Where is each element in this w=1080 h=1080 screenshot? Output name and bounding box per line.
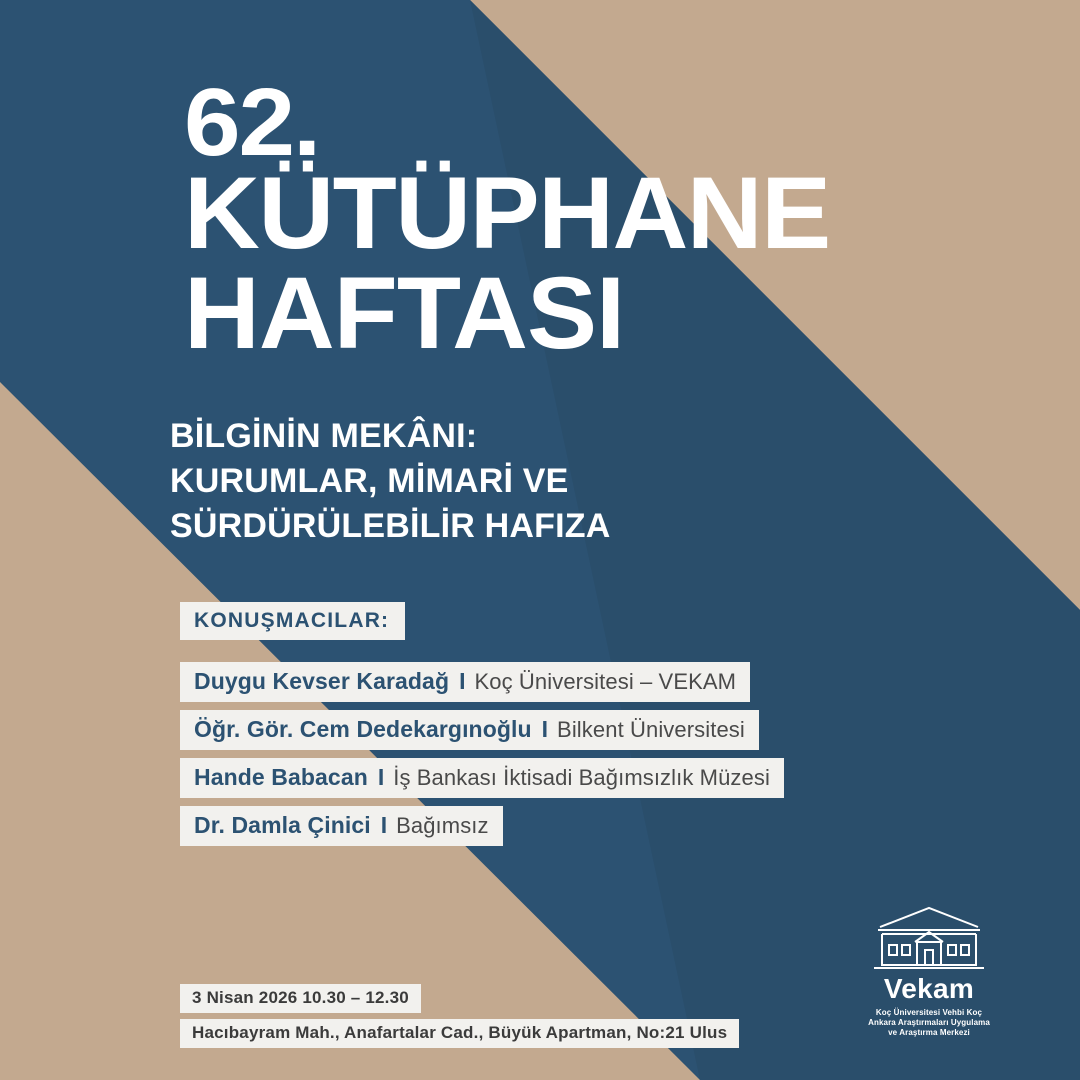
building-icon xyxy=(870,905,988,971)
speaker-separator: I xyxy=(459,668,466,694)
title-line-2: HAFTASI xyxy=(184,255,625,370)
subtitle-line-3: SÜRDÜRÜLEBİLİR HAFIZA xyxy=(170,506,611,545)
title-line-1: KÜTÜPHANE xyxy=(184,155,830,270)
speaker-affiliation: Bilkent Üniversitesi xyxy=(557,717,745,742)
speaker-name: Hande Babacan xyxy=(194,764,368,790)
speaker-separator: I xyxy=(541,716,549,742)
list-item xyxy=(180,806,503,846)
subtitle-line-1: BİLGİNİN MEKÂNI: xyxy=(170,417,478,455)
logo-subtitle-line-3: ve Araştırma Merkezi xyxy=(888,1028,970,1037)
speaker-name: Duygu Kevser Karadağ xyxy=(194,668,450,694)
logo-subtitle-line-1: Koç Üniversitesi Vehbi Koç xyxy=(875,1008,983,1017)
speaker-affiliation: Bağımsız xyxy=(396,813,489,838)
event-details xyxy=(180,984,739,1048)
speaker-affiliation: İş Bankası İktisadi Bağımsızlık Müzesi xyxy=(393,765,770,790)
speaker-separator: I xyxy=(377,764,385,790)
poster-subtitle xyxy=(170,414,611,549)
speaker-separator: I xyxy=(380,812,388,838)
speaker-affiliation: Koç Üniversitesi – VEKAM xyxy=(474,669,737,694)
poster-title xyxy=(184,69,830,370)
logo-subtitle xyxy=(854,1008,1004,1038)
list-item xyxy=(180,710,759,750)
list-item xyxy=(180,758,784,798)
vekam-logo xyxy=(854,905,1004,1038)
event-datetime: 3 Nisan 2026 10.30 – 12.30 xyxy=(180,984,421,1013)
speaker-name: Öğr. Gör. Cem Dedekargınoğlu xyxy=(194,716,532,742)
event-address: Hacıbayram Mah., Anafartalar Cad., Büyük Apartman, No:21 Ulus xyxy=(180,1019,739,1048)
logo-subtitle-line-2: Ankara Araştırmaları Uygulama xyxy=(868,1018,990,1027)
title-edition: 62. xyxy=(184,69,320,176)
speakers-heading: KONUŞMACILAR: xyxy=(180,602,405,640)
logo-wordmark: Vekam xyxy=(883,973,975,1004)
speakers-list xyxy=(180,662,784,846)
subtitle-line-2: KURUMLAR, MİMARİ VE xyxy=(170,461,569,500)
list-item xyxy=(180,662,750,702)
speaker-name: Dr. Damla Çinici xyxy=(194,812,371,838)
